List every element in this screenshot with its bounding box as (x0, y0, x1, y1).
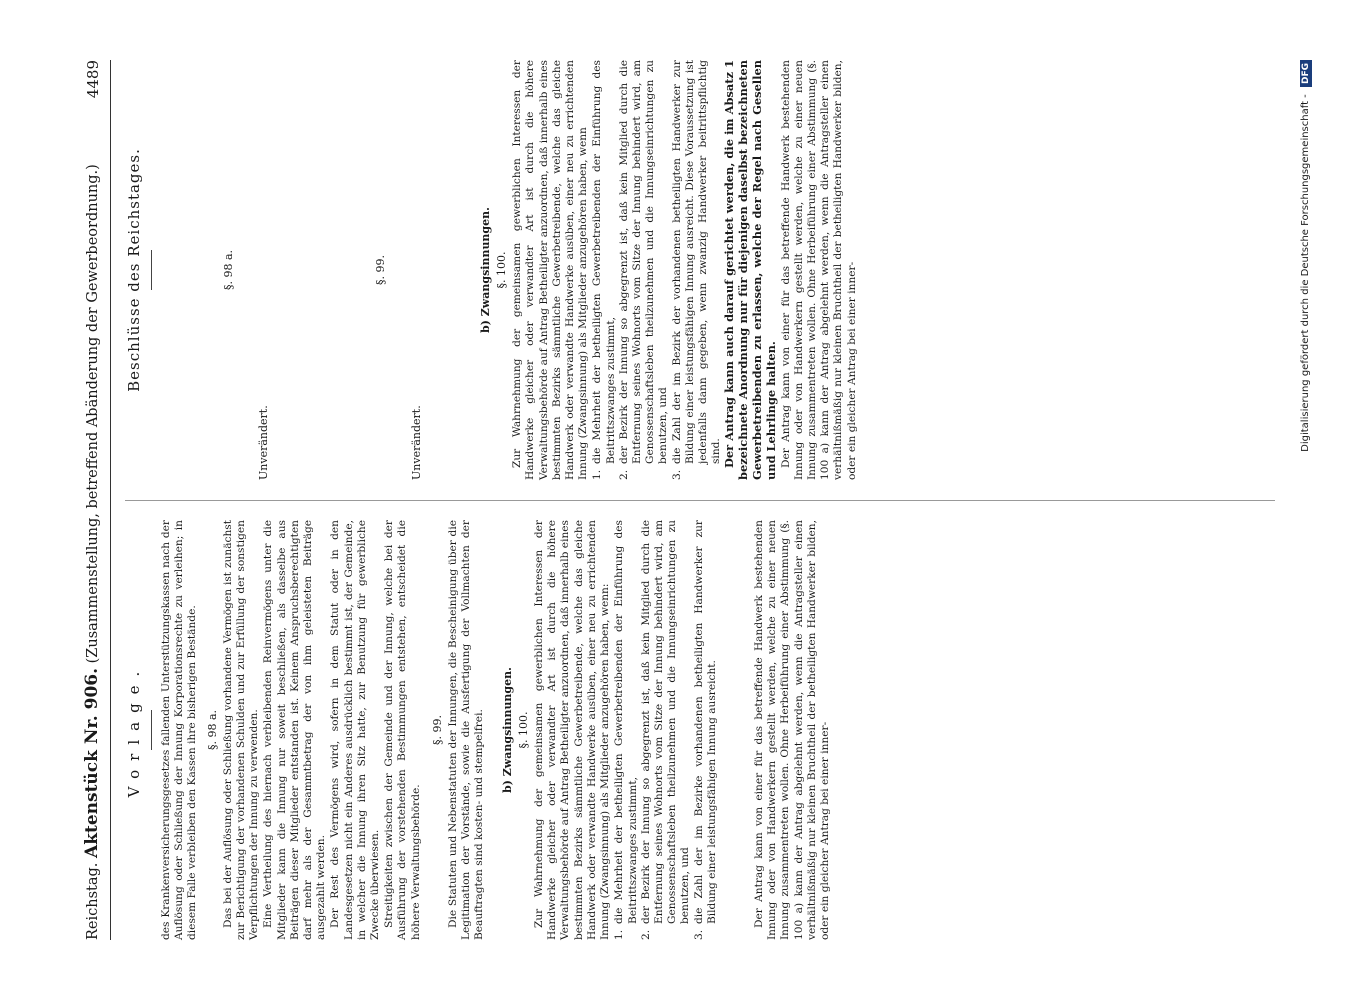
dfg-logo: DFG (1300, 60, 1312, 87)
page-header (60, 60, 111, 940)
header-reichstag: Reichstag. (85, 862, 101, 940)
subhead-zwangsinnungen: b) Zwangsinnungen. (478, 207, 492, 333)
list-item: 3. die Zahl der im Bezirk der vorhandenen betheiligten Handwerker zur Bildung einer leistungsfähigen Innung ausreicht. Diese Voraussetzung ist jedenfalls dann gegeben, wenn zwanzig Handwerker beitrittspflichtig sind. (670, 60, 723, 480)
section-99: §. 99. (374, 255, 388, 285)
header-doc-label: Aktenstück Nr. 906. (82, 667, 102, 858)
list-item: 3. die Zahl der im Bezirke vorhandenen betheiligten Handwerker zur Bildung einer leistungsfähigen Innung ausreicht. (692, 520, 718, 940)
header-subtitle: (Zusammenstellung, betreffend Abänderung der Gewerbeordnung.) (85, 164, 101, 664)
digitization-footer (1300, 60, 1312, 940)
right-text (222, 60, 859, 480)
paragraph-99: Die Statuten und Nebenstatuten der Innungen, die Bescheinigung über die Legitimation der Vorstände, sowie die Ausfertigung der Vollmachten der Beauftragten sind kosten- und stempelfrei. (447, 520, 486, 940)
intro-paragraph: des Krankenversicherungsgesetzes fallenden Unterstützungskassen nach der Auflösung oder Schließung der Innung Korporationsrechte zu verleihen; in diesem Falle verbleiben den Kassen ihre bisherigen Bestände. (160, 520, 199, 940)
paragraph-bold-amendment: Der Antrag kann auch darauf gerichtet werden, die im Absatz 1 bezeichnete Anordnung nur für diejenigen daselbst bezeichneten Gewerbetreibenden zu erlassen, welche der Regel nach Gesellen und Lehrlinge halten. (722, 60, 778, 480)
subhead-zwangsinnungen: b) Zwangsinnungen. (500, 667, 514, 793)
section-98a: §. 98 a. (205, 709, 219, 751)
section-98a: §. 98 a. (222, 249, 235, 291)
unchanged-98a: Unverändert. (257, 405, 271, 480)
right-column (125, 60, 860, 480)
list-item: 2. der Bezirk der Innung so abgegrenzt ist, daß kein Mitglied durch die Entfernung seines Wohnorts vom Sitze der Innung behindert wird, am Genossenschaftsleben theilzunehmen und die Innungseinrichtungen zu benutzen, und (617, 60, 670, 480)
column-divider (125, 500, 1275, 501)
section-100: §. 100. (516, 711, 530, 749)
header-text (82, 164, 102, 940)
left-text (160, 520, 832, 940)
paragraph-98a-4: Streitigkeiten zwischen der Gemeinde und der Innung, welche bei der Ausführung der vorstehenden Bestimmungen entstehen, entscheidet die höhere Verwaltungsbehörde. (383, 520, 422, 940)
paragraph-antrag: Der Antrag kann von einer für das betreffende Handwerk bestehenden Innung oder von Handwerkern gestellt werden, welche zu einer neuen Innung zusammentreten wollen. Ohne Herbeiführung einer Abstimmung (§. 100 a) kann der Antrag abgelehnt werden, wenn die Antragsteller einen verhältnißmäßig nur kleinen Bruchtheil der betheiligten Handwerker bilden, oder ein gleicher Antrag bei einer inner- (752, 520, 831, 940)
list-item: 1. die Mehrheit der betheiligten Gewerbetreibenden der Einführung des Beitrittszwanges zustimmt, (591, 60, 617, 480)
title-rule (151, 250, 152, 290)
paragraph-98a-3: Der Rest des Vermögens wird, sofern in dem Statut oder in den Landesgesetzen nicht ein Anderes ausdrücklich bestimmt ist, der Gemeinde, in welcher die Innung ihren Sitz hatte, zur Benutzung für gewerbliche Zwecke überwiesen. (329, 520, 382, 940)
paragraph-98a-2: Eine Vertheilung des hiernach verbleibenden Reinvermögens unter die Mitglieder kann die Innung nur soweit beschließen, als dasselbe aus Beiträgen dieser Mitglieder entstanden ist. Keinem Anspruchsberechtigten darf mehr als der Gesammtbetrag der von ihm geleisteten Beiträge ausgezahlt werden. (262, 520, 328, 940)
paragraph-98a-1: Das bei der Auflösung oder Schließung vorhandene Vermögen ist zunächst zur Berichtigung der vorhandenen Schulden und zur Erfüllung der sonstigen Verpflichtungen der Innung zu verwenden. (221, 520, 261, 940)
unchanged-99: Unverändert. (409, 405, 423, 480)
paragraph-100: Zur Wahrnehmung der gemeinsamen gewerblichen Interessen der Handwerke gleicher oder verwandter Art ist durch die höhere Verwaltungsbehörde auf Antrag Betheiligter anzuordnen, daß innerhalb eines bestimmten Bezirks sämmtliche Gewerbetreibende, welche das gleiche Handwerk oder verwandte Handwerke ausüben, einer neu zu errichtenden Innung (Zwangsinnung) als Mitglieder anzugehören haben, wenn (511, 60, 590, 480)
footer-text: Digitalisierung gefördert durch die Deutsche Forschungsgemeinschaft - (1300, 94, 1311, 452)
paragraph-antrag: Der Antrag kann von einer für das betreffende Handwerk bestehenden Innung oder von Handwerkern gestellt werden, welche zu einer neuen Innung zusammentreten wollen. Ohne Herbeiführung einer Abstimmung (§. 100 a) kann der Antrag abgelehnt werden, wenn die Antragsteller einen verhältnißmäßig nur kleinen Bruchtheil der betheiligten Handwerker bilden, oder ein gleicher Antrag bei einer inner- (779, 60, 858, 480)
list-item: 1. die Mehrheit der betheiligten Gewerbetreibenden der Einführung des Beitrittszwanges zustimmt, (613, 520, 639, 940)
section-99: §. 99. (430, 715, 444, 745)
left-column-title: Vorlage. (125, 662, 143, 798)
left-column (125, 520, 833, 940)
paragraph-100: Zur Wahrnehmung der gemeinsamen gewerblichen Interessen der Handwerke gleicher oder verwandter Art ist durch die höhere Verwaltungsbehörde auf Antrag Betheiligter anzuordnen, daß innerhalb eines bestimmten Bezirks sämmtliche Gewerbetreibende, welche das gleiche Handwerk oder verwandte Handwerke ausüben, einer neu zu errichtenden Innung (Zwangsinnung) als Mitglieder anzugehören haben, wenn: (533, 520, 612, 940)
title-rule (151, 710, 152, 750)
section-100: §. 100. (495, 251, 509, 289)
list-item: 2. der Bezirk der Innung so abgegrenzt ist, daß kein Mitglied durch die Entfernung seines Wohnorts vom Sitze der Innung behindert wird, am Genossenschaftsleben theilzunehmen und die Innungseinrichtungen zu benutzen, und (639, 520, 692, 940)
right-column-title: Beschlüsse des Reichstages. (125, 148, 143, 392)
page-number: 4489 (84, 60, 102, 99)
